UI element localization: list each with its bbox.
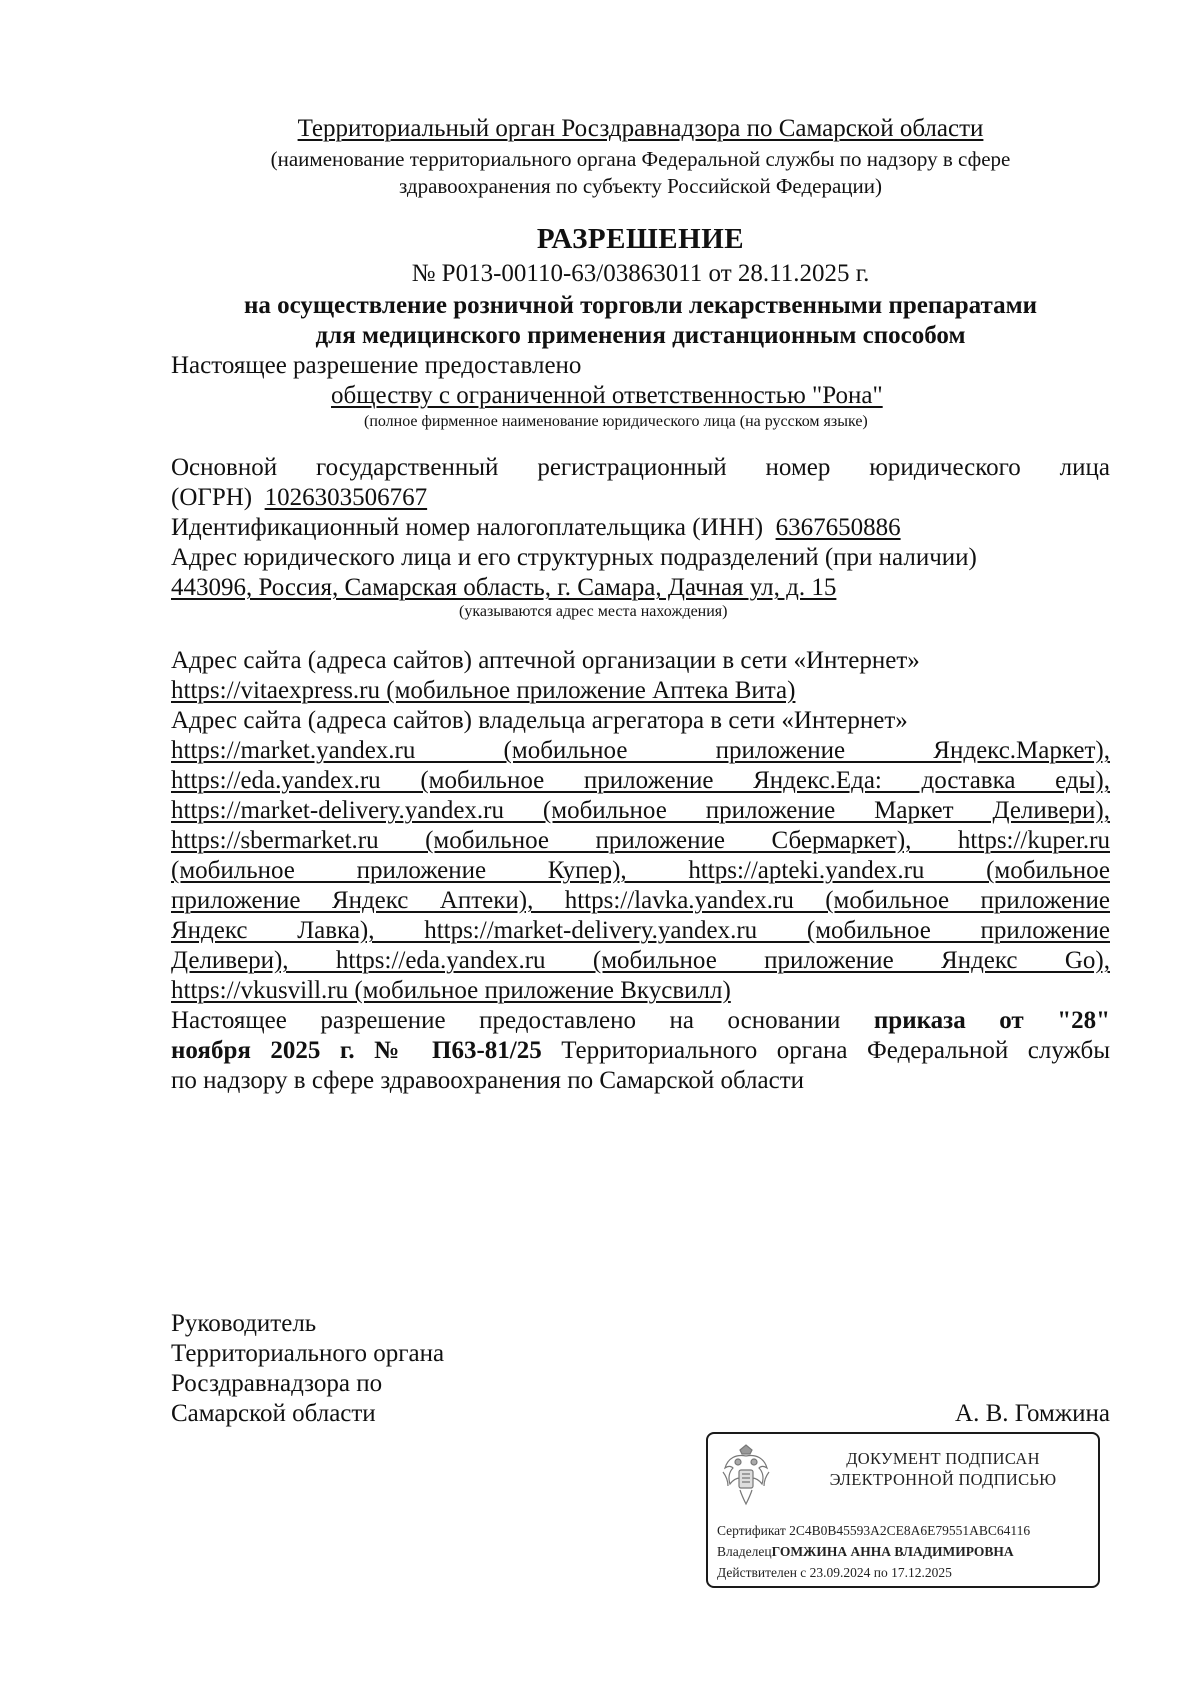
inn-row (171, 512, 901, 544)
aggregator-last-row (171, 975, 731, 1007)
aggregator-link-line[interactable]: https://market.yandex.ru (мобильное приложение Яндекс.Маркет), (171, 737, 1110, 764)
stamp-title (803, 1448, 1083, 1490)
basis-line2-text: Территориального органа Федеральной службы (541, 1037, 1110, 1064)
stamp-certificate-row (717, 1520, 1030, 1541)
ogrn-row (171, 482, 427, 514)
ogrn-label: (ОГРН) (171, 484, 253, 511)
stamp-validity: Действителен с 23.09.2024 по 17.12.2025 (717, 1565, 952, 1580)
grantee-intro: Настоящее разрешение предоставлено (171, 352, 582, 379)
basis-order-number: ноября 2025 г. № П63-81/25 (171, 1037, 542, 1064)
inn-value: 6367650886 (775, 514, 901, 541)
grantee-name-wrap (331, 380, 883, 412)
authority-caption-line1: (наименование территориального органа Федеральной службы по надзору в сфере (270, 147, 1011, 171)
basis-line3: по надзору в сфере здравоохранения по Самарской области (171, 1067, 805, 1094)
owner-label: Владелец (717, 1544, 772, 1559)
signatory-name: А. В. Гомжина (955, 1400, 1110, 1427)
ogrn-label-line1: Основной государственный регистрационный номер юридического лица (171, 454, 1110, 481)
certificate-label: Сертификат (717, 1523, 790, 1538)
permit-subject-line1: на осуществление розничной торговли лекарственными препаратами (243, 292, 1038, 319)
basis-line2 (171, 1035, 1110, 1067)
certificate-value: 2C4B0B45593A2CE8A6E79551ABC64116 (789, 1523, 1031, 1538)
basis-line1-text: Настоящее разрешение предоставлено на основании (171, 1007, 874, 1034)
address-label: Адрес юридического лица и его структурных подразделений (при наличии) (171, 544, 977, 571)
stamp-title-line1: ДОКУМЕНТ ПОДПИСАН (846, 1449, 1040, 1468)
document-heading: РАЗРЕШЕНИЕ (536, 223, 745, 255)
grantee-caption: (полное фирменное наименование юридического лица (на русском языке) (364, 413, 868, 430)
pharmacy-site-label: Адрес сайта (адреса сайтов) аптечной организации в сети «Интернет» (171, 647, 920, 674)
address-value: 443096, Россия, Самарская область, г. Самара, Дачная ул, д. 15 (171, 574, 837, 601)
signatory-position-line: Самарской области (171, 1400, 376, 1427)
authority-header (171, 113, 1110, 145)
signatory-position-line: Руководитель (171, 1310, 317, 1337)
stamp-title-line2: ЭЛЕКТРОННОЙ ПОДПИСЬЮ (829, 1470, 1057, 1489)
stamp-owner-row (717, 1541, 1030, 1562)
aggregator-link-line[interactable]: Деливери), https://eda.yandex.ru (мобильное приложение Яндекс Go), (171, 947, 1110, 974)
address-caption: (указываются адрес места нахождения) (459, 603, 728, 620)
coat-of-arms-icon (720, 1442, 772, 1508)
permit-number: № Р013-00110-63/03863011 от 28.11.2025 г. (411, 260, 870, 287)
ogrn-value: 1026303506767 (264, 484, 428, 511)
inn-label: Идентификационный номер налогоплательщика (ИНН) (171, 514, 764, 541)
aggregator-site-label: Адрес сайта (адреса сайтов) владельца агрегатора в сети «Интернет» (171, 707, 908, 734)
pharmacy-site-row (171, 675, 795, 707)
aggregator-link-line[interactable]: приложение Яндекс Аптеки), https://lavka.yandex.ru (мобильное приложение (171, 887, 1110, 914)
owner-value: ГОМЖИНА АННА ВЛАДИМИРОВНА (771, 1544, 1014, 1559)
address-row (171, 572, 836, 604)
aggregator-link-line[interactable]: https://market-delivery.yandex.ru (мобильное приложение Маркет Деливери), (171, 797, 1110, 824)
aggregator-link-line[interactable]: https://vkusvill.ru (мобильное приложение Вкусвилл) (171, 977, 731, 1004)
aggregator-link-line[interactable]: https://eda.yandex.ru (мобильное приложение Яндекс.Еда: доставка еды), (171, 767, 1110, 794)
aggregator-link-line[interactable]: (мобильное приложение Купер), https://apteki.yandex.ru (мобильное (171, 857, 1110, 884)
authority-name: Территориальный орган Росздравнадзора по Самарской области (297, 115, 984, 142)
permit-subject-line2: для медицинского применения дистанционным способом (315, 322, 966, 349)
aggregator-link-line[interactable]: Яндекс Лавка), https://market-delivery.yandex.ru (мобильное приложение (171, 917, 1110, 944)
aggregator-link-line[interactable]: https://sbermarket.ru (мобильное приложение Сбермаркет), https://kuper.ru (171, 827, 1110, 854)
basis-line1 (171, 1005, 1110, 1037)
authority-caption-line2: здравоохранения по субъекту Российской Федерации) (398, 174, 883, 198)
signatory-position-line: Территориального органа (171, 1340, 445, 1367)
stamp-details (717, 1520, 1030, 1583)
signatory-position-line: Росздравнадзора по (171, 1370, 383, 1397)
grantee-name: обществу с ограниченной ответственностью "Рона" (331, 382, 883, 409)
basis-order-ref: приказа от "28" (873, 1007, 1110, 1034)
e-signature-stamp (706, 1432, 1100, 1588)
pharmacy-site-link[interactable]: https://vitaexpress.ru (мобильное приложение Аптека Вита) (171, 677, 796, 704)
